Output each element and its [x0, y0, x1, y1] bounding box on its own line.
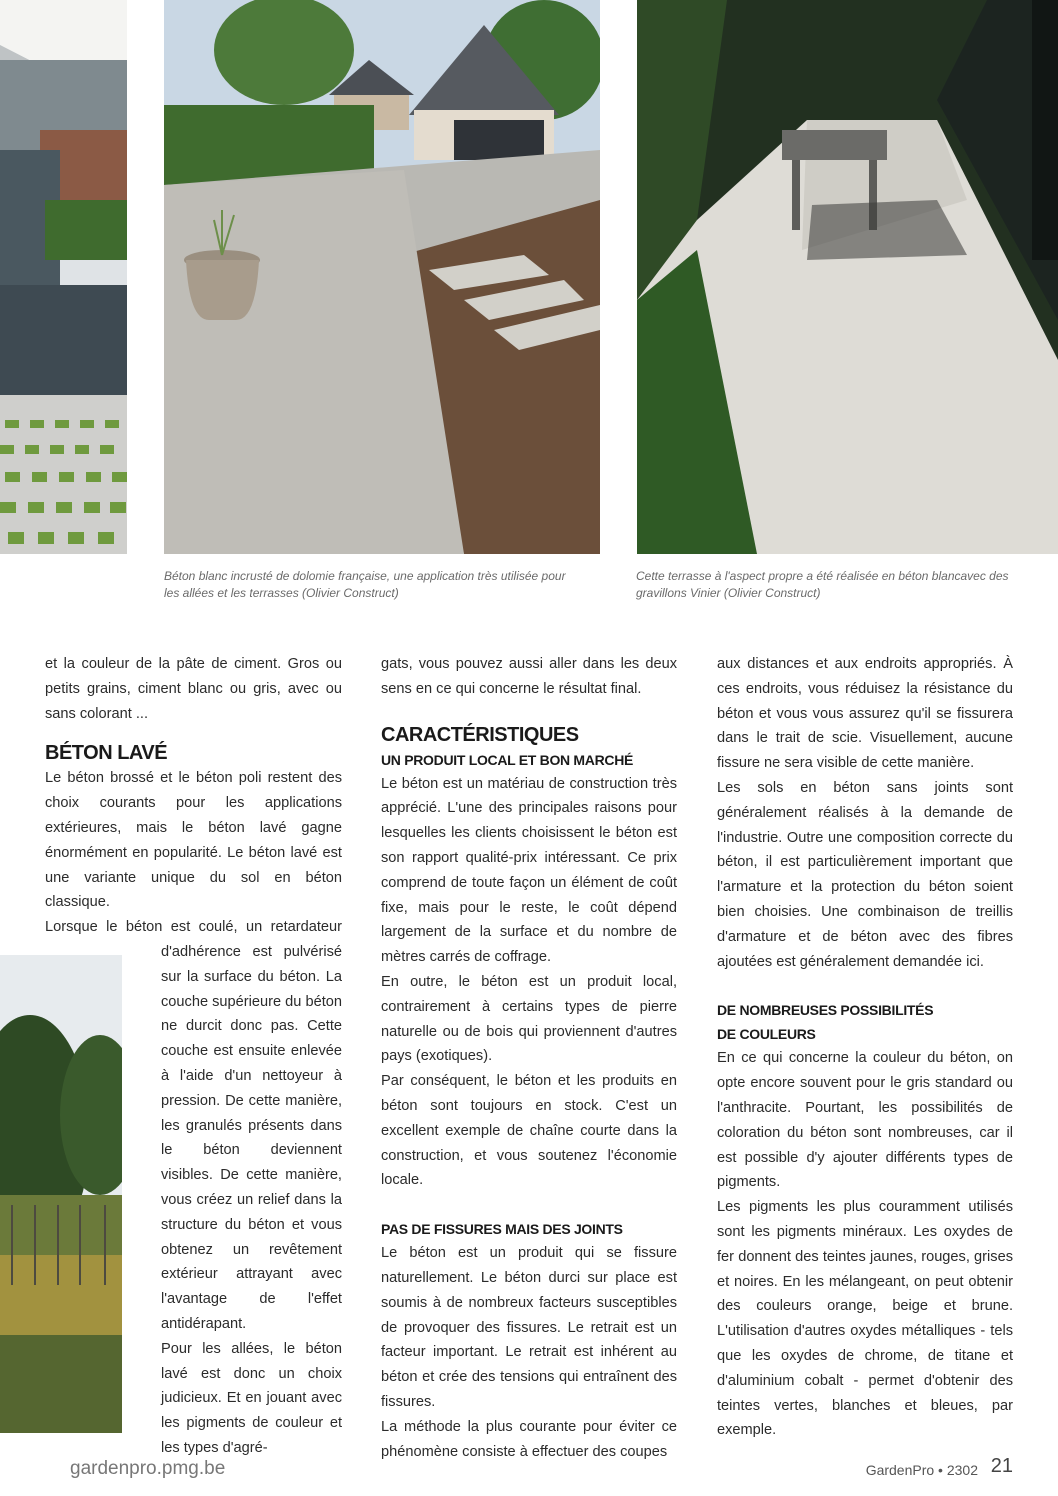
page-number: 21: [990, 1455, 1013, 1477]
section-heading-caracteristiques: CARACTÉRISTIQUES: [381, 723, 579, 746]
paragraph: et la couleur de la pâte de ciment. Gros ou petits grains, ciment blanc ou gris, avec ou sans colorant ...: [45, 656, 342, 722]
paragraph: Les sols en béton sans joints sont généralement réalisés à la demande de l'industrie. Outre une composition correcte du béton, il est particulièrement important que l'armature et la protection du béton soient bien choisies. Une combinaison de treillis d'armature et de béton avec des fibres ajoutées est généralement demandée ici.: [717, 779, 1013, 970]
paragraph: La méthode la plus courante pour éviter ce phénomène consiste à effectuer des coupes: [381, 1418, 677, 1460]
article-column-2: [381, 652, 677, 1464]
paragraph: Le béton brossé et le béton poli restent des choix courants pour les applications extérieures, mais le béton lavé gagne énormément en popularité. Le béton lavé est une variante unique du sol en béton classique.: [45, 770, 342, 911]
subheading-couleurs-line1: DE NOMBREUSES POSSIBILITÉS: [717, 1002, 934, 1019]
photo-modern-house: [0, 0, 127, 554]
article-column-3: [717, 652, 1013, 1443]
paragraph: En outre, le béton est un produit local, contrairement à certains types de pierre naturelle ou de bois qui proviennent d'autres pays (exotiques).: [381, 973, 677, 1065]
section-heading-beton-lave: BÉTON LAVÉ: [45, 742, 168, 765]
footer-website-link[interactable]: gardenpro.pmg.be: [70, 1458, 226, 1479]
paragraph: Le béton est un produit qui se fissure naturellement. Le béton durci sur place est soumis à de nombreux facteurs susceptibles de provoquer des fissures. Le retrait est un facteur important. Le retrait est inhérent au béton et crée des tensions qui entraînent des fissures.: [381, 1245, 677, 1410]
paragraph: d'adhérence est pulvérisé sur la surface du béton. La couche supérieure du béton ne durcit donc pas. Cette couche est ensuite enlevée à l'aide d'un nettoyeur à pression. De cette manière, les granulés présents dans le béton deviennent visibles. De cette manière, vous créez un relief dans la structure du béton et vous obtenez un revêtement extérieur attrayant avec l'avantage de l'effet antidérapant.: [161, 943, 342, 1332]
subheading-fissures: PAS DE FISSURES MAIS DES JOINTS: [381, 1221, 623, 1238]
photo-caption-right: Cette terrasse à l'aspect propre a été réalisée en béton blancavec des gravillons Vinier (Olivier Construct): [636, 569, 1009, 600]
paragraph: Les pigments les plus couramment utilisés sont les pigments minéraux. Les oxydes de fer donnent des teintes jaunes, rouges, grises et noires. En les mélangeant, on peut obtenir des couleurs orange, beige et brune. L'utilisation d'autres oxydes métalliques - tels que les oxydes de chrome, de titane et d'aluminium cobalt - permet d'obtenir des teintes vertes, blanches et bleues, par exemple.: [717, 1199, 1013, 1439]
paragraph: gats, vous pouvez aussi aller dans les deux sens en ce qui concerne le résultat final.: [381, 656, 677, 697]
photo-terrace: [637, 0, 1058, 554]
paragraph: En ce qui concerne la couleur du béton, on opte encore souvent pour le gris standard ou l'anthracite. Pourtant, les possibilités de coloration du béton sont nombreuses, car il est possible d'y ajouter différents types de pigments.: [717, 1050, 1013, 1191]
paragraph: Lorsque le béton est coulé, un retardateur: [45, 919, 342, 936]
paragraph: Le béton est un matériau de construction très apprécié. L'une des principales raisons pour lesquelles les clients choisissent le béton est son rapport qualité-prix intéressant. Ce prix comprend de toute façon un élément de coût fixe, mais pour le reste, le coût dépend largement de la surface et du nombre de mètres carrés de coffrage.: [381, 775, 677, 966]
article-column-1: [45, 652, 342, 1461]
magazine-issue-label: GardenPro • 2302: [865, 1462, 978, 1478]
footer-magazine-issue: [866, 1462, 978, 1478]
paragraph: aux distances et aux endroits appropriés. À ces endroits, vous réduisez la résistance du béton et vous vous assurez qu'il se fissurera dans le trait de scie. Visuellement, aucune fissure ne sera visible de cette manière.: [717, 656, 1013, 772]
photo-driveway: [164, 0, 600, 554]
subheading-couleurs-line2: DE COULEURS: [717, 1026, 816, 1043]
subheading-produit-local: UN PRODUIT LOCAL ET BON MARCHÉ: [381, 751, 634, 768]
paragraph: Par conséquent, le béton et les produits en béton sont toujours en stock. C'est un excellent exemple de chaîne courte dans la construction, et vous soutenez l'économie locale.: [381, 1073, 677, 1189]
paragraph: Pour les allées, le béton lavé est donc un choix judicieux. Et en jouant avec les pigments de couleur et les types d'agré-: [161, 1340, 342, 1456]
photo-caption-middle: Béton blanc incrusté de dolomie française, une application très utilisée pour les allées et les terrasses (Olivier Construct): [164, 569, 566, 600]
